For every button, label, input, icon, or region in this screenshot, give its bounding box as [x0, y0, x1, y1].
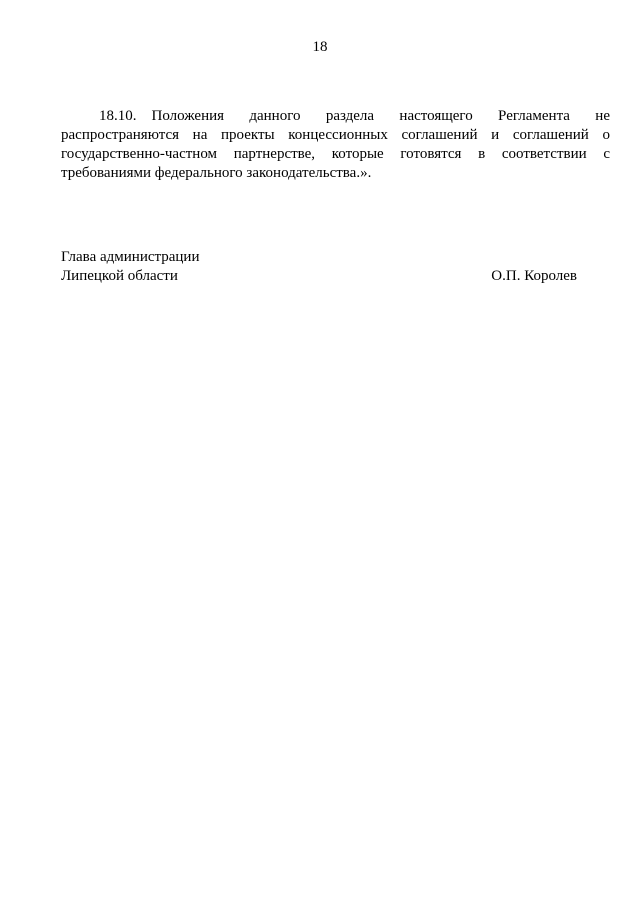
- signatory-name: О.П. Королев: [491, 268, 577, 284]
- regulation-paragraph: 18.10. Положения данного раздела настоящего Регламента не распространяются на проекты концессионных соглашений и соглашений о государственно-частном партнерстве, которые готовятся в соответствии с требованиями федерального законодательства.».: [61, 108, 610, 181]
- signature-title-row-1: [61, 248, 577, 267]
- signature-title-row-2: [61, 267, 577, 286]
- signature-title-line-2: Липецкой области: [61, 268, 178, 284]
- signature-block: [61, 248, 577, 286]
- page-number: 18: [312, 39, 328, 55]
- signature-title-line-1: Глава администрации: [61, 249, 200, 265]
